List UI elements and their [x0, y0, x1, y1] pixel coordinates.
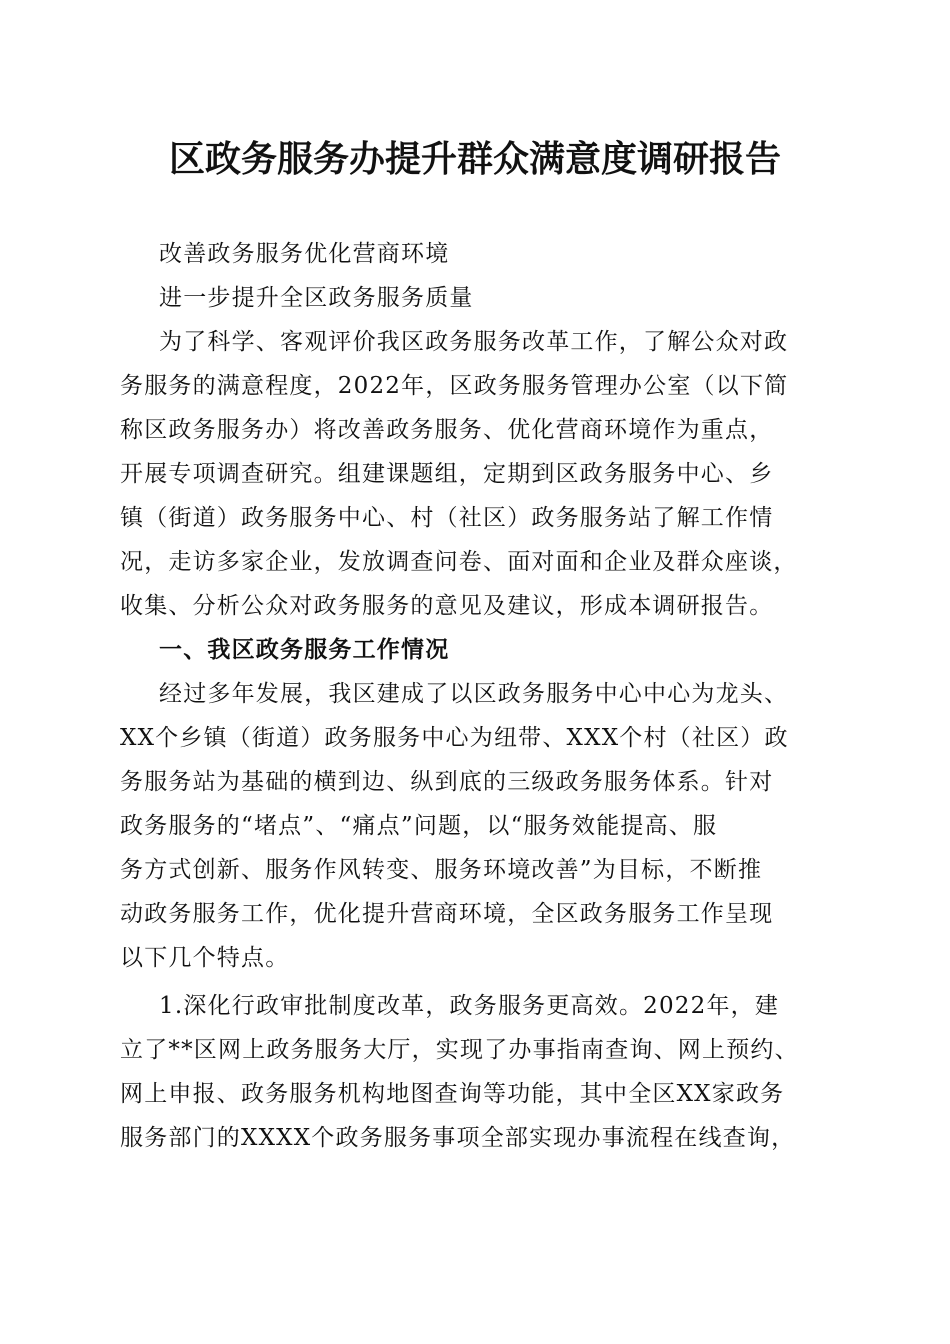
paragraph-line: 立了**区网上政务服务大厅，实现了办事指南查询、网上预约、: [120, 1037, 799, 1063]
paragraph-line: 经过多年发展，我区建成了以区政务服务中心中心为龙头、: [159, 681, 789, 707]
item1-paragraph: [120, 984, 830, 1160]
intro-paragraph: [120, 320, 830, 628]
document-body: [120, 232, 830, 1160]
document-title: 区政务服务办提升群众满意度调研报告: [168, 139, 781, 180]
paragraph-line: 况，走访多家企业，发放调查问卷、面对面和企业及群众座谈，: [120, 549, 798, 575]
paragraph-line: 为了科学、客观评价我区政务服务改革工作，了解公众对政: [159, 329, 789, 355]
paragraph-line: 务服务站为基础的横到边、纵到底的三级政务服务体系。针对: [120, 769, 774, 795]
paragraph-line: 收集、分析公众对政务服务的意见及建议，形成本调研报告。: [120, 593, 774, 619]
subtitle-line: 改善政务服务优化营商环境: [159, 241, 450, 267]
section-heading: 一、我区政务服务工作情况: [159, 637, 450, 663]
paragraph-line: 镇（街道）政务服务中心、村（社区）政务服务站了解工作情: [120, 505, 774, 531]
paragraph-line: 网上申报、政务服务机构地图查询等功能，其中全区XX家政务: [120, 1081, 785, 1107]
subtitle-line: 进一步提升全区政务服务质量: [159, 285, 474, 311]
paragraph-line: 服务部门的XXXX个政务服务事项全部实现办事流程在线查询，: [120, 1125, 796, 1151]
paragraph-line: 务方式创新、服务作风转变、服务环境改善”为目标，不断推: [120, 857, 763, 883]
paragraph-line: 以下几个特点。: [120, 945, 290, 971]
paragraph-line: 称区政务服务办）将改善政务服务、优化营商环境作为重点，: [120, 417, 774, 443]
paragraph-line: 政务服务的“堵点”、“痛点”问题，以“服务效能提高、服: [120, 813, 718, 839]
paragraph-line: 动政务服务工作，优化提升营商环境，全区政务服务工作呈现: [120, 901, 774, 927]
paragraph-line: 开展专项调查研究。组建课题组，定期到区政务服务中心、乡: [120, 461, 774, 487]
paragraph-line: XX个乡镇（街道）政务服务中心为纽带、XXX个村（社区）政: [120, 725, 789, 751]
paragraph-line: 务服务的满意程度，2022年，区政务服务管理办公室（以下简: [120, 373, 789, 399]
paragraph-line: 1.深化行政审批制度改革，政务服务更高效。2022年，建: [159, 993, 780, 1019]
section1-paragraph: [120, 672, 830, 980]
